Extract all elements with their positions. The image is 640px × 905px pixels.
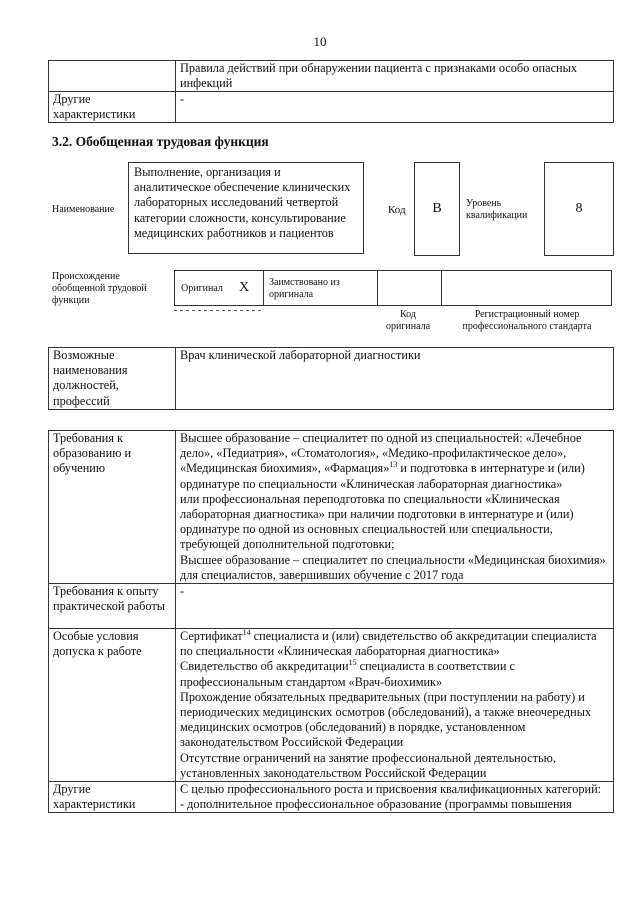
original-mark: Х [239,280,250,295]
origin-divider-2 [377,271,378,305]
conditions-paragraph-1: Сертификат$^{14}$ специалиста и (или) свидетельство об аккредитации специалиста по специальности «Клиническая лабораторная диагностика» [180,627,597,659]
previous-other-value: - [176,92,614,123]
conditions-value [176,629,614,782]
origin-row [174,270,612,306]
origin-divider-1 [263,271,264,305]
conditions-paragraph-3: Прохождение обязательных предварительных (при поступлении на работу) и периодических медицинских осмотров (обследований), а также внеочередных медицинских осмотров (обследований) в порядке, установленном законодательством Российской Федерации [180,689,592,750]
reg-number-caption: Регистрационный номер профессионального стандарта [462,309,592,332]
other-paragraph-2: - дополнительное профессиональное образование (программы повышения [180,797,572,812]
previous-function-table [48,60,614,123]
education-paragraph-1: Высшее образование – специалитет по одной из специальностей: «Лечебное дело», «Педиатрия», «Стоматология», «Медико-профилактическое дело», «Медицинская биохимия», «Фармация»$^{13}$ и подготовка в интернатуре и (или) ординатуре по специальности «Клиническая лабораторная диагностика» [180,431,585,491]
level-label: Уровень квалификации [466,198,528,221]
page-number: 10 [313,34,327,49]
footnote-14: 14 [242,627,251,637]
other-value [176,782,614,813]
experience-label: Требования к опыту практической работы [49,584,176,629]
conditions-paragraph-4: Отсутствие ограничений на занятие профессиональной деятельностью, установленных законодательством Российской Федерации [180,750,556,780]
other-label: Другие характеристики [49,782,176,813]
positions-table [48,347,614,410]
original-label: Оригинал [181,283,223,294]
empty-label-cell [49,61,176,92]
previous-action-cell: Правила действий при обнаружении пациента с признаками особо опасных инфекций [176,61,614,92]
other-paragraph-1: С целью профессионального роста и присвоения квалификационных категорий: [180,782,602,797]
origin-dash-line [174,310,262,311]
name-label: Наименование [52,204,115,215]
code-box: В [414,162,460,256]
footnote-15: 15 [348,658,357,668]
conditions-paragraph-2: Свидетельство об аккредитации$^{15}$ специалиста в соответствии с профессиональным стандартом «Врач-биохимик» [180,658,515,689]
positions-value: Врач клинической лабораторной диагностики [176,348,614,410]
function-name-box: Выполнение, организация и аналитическое обеспечение клинических лабораторных исследований четвертой категории сложности, консультирование медицинских работников и пациентов [128,162,364,254]
level-box: 8 [544,162,614,256]
borrowed-label: Заимствовано из оригинала [269,277,340,300]
code-original-caption: Код оригинала [385,309,431,332]
education-value [176,431,614,584]
education-paragraph-3: Высшее образование – специалитет по специальности «Медицинская биохимия» для специалистов, завершивших обучение с 2017 года [180,552,606,582]
experience-value: - [176,584,614,629]
section-title: 3.2. Обобщенная трудовая функция [52,134,269,149]
footnote-13: 13 [389,460,398,470]
previous-other-label: Другие характеристики [49,92,176,123]
education-label: Требования к образованию и обучению [49,431,176,584]
requirements-table [48,430,614,813]
conditions-label: Особые условия допуска к работе [49,629,176,782]
origin-label: Происхождение обобщенной трудовой функции [52,271,147,306]
education-paragraph-2: или профессиональная переподготовка по специальности «Клиническая лабораторная диагностика» при наличии подготовки в интернатуре и (или) ординатуре по одной из основных специальностей или специальности, требующей дополнительной подготовки; [180,491,574,552]
positions-label: Возможные наименования должностей, профессий [49,348,176,410]
origin-divider-3 [441,271,442,305]
code-label: Код [388,204,406,216]
